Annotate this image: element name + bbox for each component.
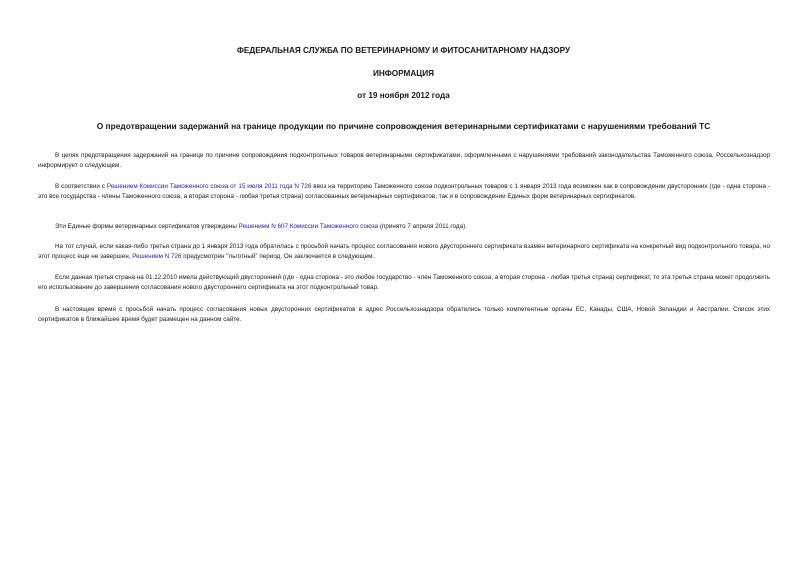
paragraph-2-before: В соответствии с [55, 183, 107, 190]
paragraph-2 [38, 182, 770, 202]
paragraph-3 [38, 222, 770, 232]
decision-607-link[interactable]: Решением N 607 Комиссии Таможенного союза [238, 223, 379, 230]
paragraph-5 [38, 273, 770, 293]
paragraph-4 [38, 242, 770, 262]
document-subject: О предотвращении задержаний на границе продукции по причине сопровождения ветеринарными сертификатами с нарушениями требований ТС [96, 121, 711, 131]
paragraph-1 [38, 151, 770, 171]
decision-726-short-link[interactable]: Решением N 726 [132, 253, 182, 260]
paragraph-6-text: В настоящее время с просьбой начать процесс согласования новых двусторонних сертификатов в адрес Россельхознадзора обратились только компетентные органы ЕС, Канады, США, Новой Зеландии и Австралии. Список этих сертификатов в ближайшее время будет размещен на данном сайте. [38, 306, 770, 323]
paragraph-2-after: ввоз на территорию Таможенного союза подконтрольных товаров с 1 января 2013 года возможен как в сопровождении двусторонних (где - одна сторона - это все государства - члены Таможенного союза, а вторая сторона - любая третья страна) согласованных ветеринарных сертификатов, так и в сопровождении Единых форм ветеринарных сертификатов. [38, 183, 771, 200]
paragraph-4-before: На тот случай, если какая-либо третья страна до 1 января 2013 года обратилась с просьбой начать процесс согласования нового двустороннего сертификата взамен ветеринарного сертификата на конкретный вид подконтрольного товара, но этот процесс еще не завершен, [38, 243, 770, 260]
paragraph-4-after: предусмотрен "льготный" период. Он заключается в следующем. [181, 253, 375, 260]
paragraph-5-text: Если данная третья страна на 01.12.2010 имела действующий двусторонний (где - одна сторона - это любое государство - член Таможенного союза, а вторая сторона - любая третья страна) сертификат, то эта третья страна может продолжить его использование до завершения согласования нового двустороннего сертификата на этот подконтрольный товар. [38, 274, 770, 291]
paragraph-6 [38, 305, 770, 325]
document-type: ИНФОРМАЦИЯ [373, 69, 434, 78]
paragraph-3-after: (принято 7 апреля 2011 года). [378, 223, 467, 230]
agency-title: ФЕДЕРАЛЬНАЯ СЛУЖБА ПО ВЕТЕРИНАРНОМУ И ФИТОСАНИТАРНОМУ НАДЗОРУ [236, 46, 571, 55]
decision-726-link[interactable]: Решением Комиссии Таможенного союза от 15 июля 2011 года N 726 [106, 183, 312, 190]
document-date: от 19 ноября 2012 года [357, 91, 450, 100]
paragraph-1-text: В целях предотвращения задержаний на границе по причине сопровождения подконтрольных товаров ветеринарными сертификатами, оформленными с нарушениями требований законодательства Таможенного союза, Россельхознадзор информирует о следующем. [38, 152, 770, 169]
paragraph-3-before: Эти Единые формы ветеринарных сертификатов утверждены [55, 223, 239, 230]
